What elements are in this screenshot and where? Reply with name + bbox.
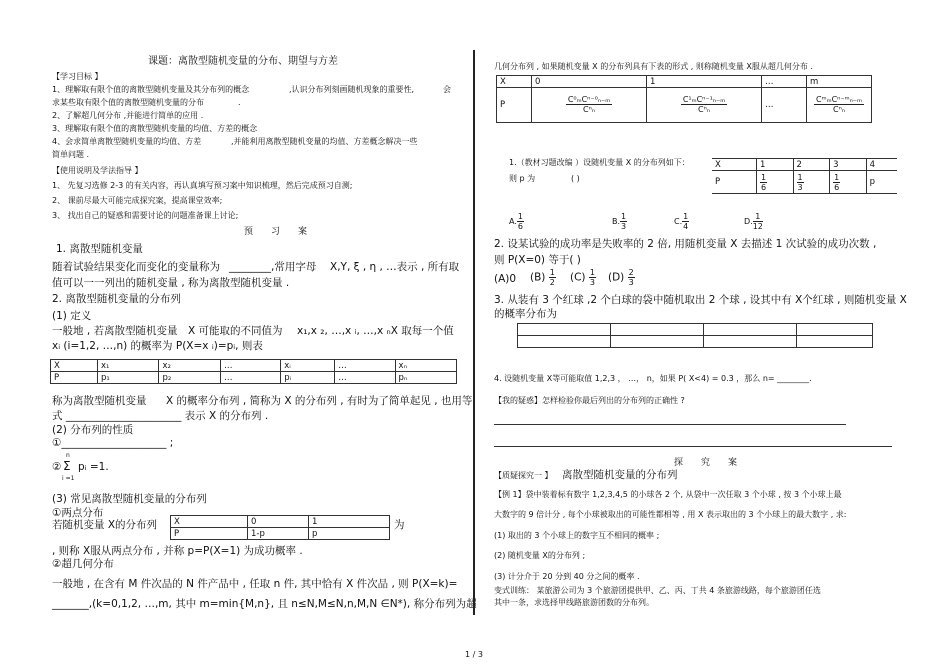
example-1-text-2: 大数字的 9 倍计分 , 每个小球被取出的可能性都相等 , 用 X 表示取出的 3 个小球上的最大数字 , 求:	[494, 510, 847, 519]
sec1-text-2: 值可以一一列出的随机变量 , 称为离散型随机变量 .	[52, 277, 290, 289]
objective-1c: 会	[443, 85, 451, 94]
question-1-p: 则 p 为	[509, 174, 536, 183]
guide-1: 1、 先复习选修 2-3 的有关内容，再认真填写预习案中知识梳理，然后完成预习自测;	[52, 181, 353, 190]
option-label: D.	[744, 217, 753, 226]
table-cell: xᵢ	[281, 360, 335, 372]
table-cell	[757, 171, 794, 194]
question-1: 1.（教材习题改编 ）设随机变量 X 的分布列如下：	[509, 158, 690, 167]
variant-text-2: 其中一条，求选择甲线路旅游团数的分布列。	[494, 598, 654, 607]
two-point-wei: 为	[394, 519, 405, 531]
combo-numerator: C⁰ₘCⁿ⁻⁰ₙ₋ₘ	[567, 95, 611, 104]
q1-table	[712, 158, 897, 194]
frac-den: 2	[549, 278, 555, 287]
combo-denominator: Cⁿₙ	[698, 105, 710, 114]
q3-answer-table[interactable]	[517, 323, 873, 348]
property-2-text: pᵢ =1.	[78, 461, 109, 473]
table-cell: X	[497, 76, 532, 88]
table-row	[497, 88, 872, 123]
table-cell: pᵢ	[281, 372, 335, 384]
frac-den: 12	[752, 222, 763, 231]
q2-option-a[interactable]: (A)0	[494, 273, 517, 285]
table-cell: P	[171, 528, 248, 540]
definition-text-b: X 可能取的不同值为	[188, 325, 283, 337]
two-point-heading: ①两点分布	[52, 507, 104, 519]
property-1: ①____________________ ;	[52, 437, 174, 449]
question-4: 4. 设随机变量 X等可能取值 1,2,3 ， …， n，如果 P( X<4) = 0.3 ，那么 n= ________.	[494, 374, 812, 383]
table-cell: xₙ	[395, 360, 456, 372]
guide-heading: 【使用说明及学法指导 】	[52, 166, 143, 175]
frac-den: 3	[589, 278, 595, 287]
example-1-q3: (3) 计分介于 20 分到 40 分之间的概率 .	[494, 572, 640, 581]
q2-option-b[interactable]	[530, 268, 556, 287]
objective-1b: ,认识分布列刻画随机现象的重要性,	[289, 85, 415, 94]
guide-3: 3、 找出自己的疑惑和需要讨论的问题准备课上讨论;	[52, 211, 239, 220]
section-2-heading: 2. 离散型随机变量的分布列	[52, 293, 181, 305]
table-cell: p	[866, 171, 897, 194]
section-1-heading: 1. 离散型随机变量	[56, 243, 143, 255]
table-cell: X	[51, 360, 98, 372]
table-cell	[793, 171, 830, 194]
frac-num: 2	[628, 268, 634, 277]
table-cell: 3	[830, 159, 867, 171]
frac-num: 1	[797, 172, 803, 182]
frac-den: 3	[621, 222, 627, 231]
combo-denominator: Cⁿₙ	[583, 105, 595, 114]
frac-num: 1	[517, 212, 523, 221]
table-row	[712, 159, 897, 171]
frac-den: 3	[628, 278, 634, 287]
table-cell: x₁	[98, 360, 159, 372]
table-cell: 1	[647, 76, 762, 88]
question-3: 3. 从装有 3 个红球 ,2 个白球的袋中随机取出 2 个球 , 设其中有 X个红球 , 则随机变量 X	[494, 294, 907, 306]
q1-option-b[interactable]	[612, 212, 627, 231]
table-cell: p	[309, 528, 390, 540]
table-cell: …	[220, 360, 280, 372]
table-cell: 1-p	[248, 528, 309, 540]
guide-2: 2、 课前尽最大可能完成探究案，提高课堂效率;	[52, 196, 223, 205]
table-cell: 0	[532, 76, 647, 88]
definition-text-a: 一般地 , 若离散型随机变量	[52, 325, 178, 337]
objective-1d: 求某些取有限个值的离散型随机变量的分布	[52, 98, 204, 107]
objective-4c: 简单问题 .	[52, 150, 90, 159]
table-cell: …	[762, 76, 807, 88]
combo-numerator: C¹ₘCⁿ⁻¹ₙ₋ₘ	[682, 95, 726, 104]
page-number: 1 / 3	[465, 650, 483, 659]
sec1-text-c: X,Y, ξ , η , …表示 , 所有取	[330, 261, 460, 273]
option-label: B.	[612, 217, 621, 226]
table-cell: pₙ	[395, 372, 456, 384]
table-cell	[830, 171, 867, 194]
q2-option-d[interactable]	[608, 268, 635, 287]
after-table-text-c: 式 ______________________ 表示 X 的分布列 .	[52, 410, 269, 422]
example-1-text-1: 【例 1】袋中装着标有数字 1,2,3,4,5 的小球各 2 个, 从袋中一次任取 3 个小球 , 按 3 个小球上最	[494, 490, 842, 499]
table-cell: 1	[757, 159, 794, 171]
hypergeometric-table	[496, 75, 872, 123]
combo-denominator: Cⁿₙ	[833, 105, 845, 114]
table-cell	[532, 88, 647, 123]
objective-4b: ,并能利用离散型随机变量的均值、方差概念解决一些	[231, 137, 418, 146]
table-cell: p₂	[159, 372, 220, 384]
definition-heading: (1) 定义	[52, 310, 92, 322]
hypergeometric-heading: ②超几何分布	[52, 558, 114, 570]
two-point-after: , 则称 X服从两点分布 , 并称 p=P(X=1) 为成功概率 .	[52, 545, 303, 557]
answer-line[interactable]	[494, 446, 892, 447]
hyper-continuation: 几何分布列 , 如果随机变量 X 的分布列具有下表的形式 , 则称随机变量 X服从超几何分布 .	[494, 62, 813, 71]
q2-option-c[interactable]	[570, 268, 596, 287]
frac-den: 4	[683, 222, 689, 231]
option-label: (C)	[570, 271, 586, 284]
frac-den: 6	[761, 182, 767, 192]
table-cell: X	[712, 159, 757, 171]
after-table-text-b: X 的概率分布列 , 简称为 X 的分布列 , 有时为了简单起见 , 也用等	[166, 395, 473, 407]
table-cell: …	[762, 88, 807, 123]
question-3b: 的概率分布为	[494, 308, 557, 320]
question-2: 2. 设某试验的成功率是失败率的 2 倍, 用随机变量 X 去描述 1 次试验的成功次数 ,	[494, 238, 877, 250]
frac-num: 1	[621, 212, 627, 221]
table-cell: P	[712, 171, 757, 194]
common-dist-heading: (3) 常见离散型随机变量的分布列	[52, 493, 207, 505]
after-table-text-a: 称为离散型随机变量	[52, 395, 147, 407]
table-cell: P	[497, 88, 532, 123]
frac-den: 6	[834, 182, 840, 192]
table-row	[51, 372, 457, 384]
table-cell: 0	[248, 516, 309, 528]
column-divider	[473, 50, 475, 615]
sec1-text-a: 随着试验结果变化而变化的变量称为	[52, 261, 220, 273]
doubt-prompt: 【我的疑惑】怎样检验你最后列出的分布列的正确性 ?	[494, 396, 685, 405]
explore-1-heading: 【质疑探究一 】	[494, 471, 553, 480]
definition-text-2: xᵢ (i=1,2, …,n) 的概率为 P(X=x ᵢ)=pᵢ, 则表	[52, 340, 263, 352]
option-label: A.	[509, 217, 517, 226]
table-cell: X	[171, 516, 248, 528]
frac-num: 1	[834, 172, 840, 182]
table-cell: p₁	[98, 372, 159, 384]
table-cell: m	[807, 76, 872, 88]
hypergeometric-text-2: _______,(k=0,1,2, …,m, 其中 m=min{M,n}, 且 n≤N,M≤N,n,M,N ∈N*), 称分布列为超	[52, 598, 477, 610]
example-1-q2: (2) 随机变量 X的分布列 ;	[494, 551, 586, 560]
objective-4a: 4、会求简单离散型随机变量的均值、方差	[52, 137, 202, 146]
objective-1a: 1、理解取有限个值的离散型随机变量及其分布列的概念	[52, 85, 250, 94]
two-point-table	[170, 515, 390, 540]
table-cell	[807, 88, 872, 123]
frac-num: 1	[549, 268, 555, 277]
sec1-text-b: ________,常用字母	[229, 261, 317, 273]
option-label: C.	[674, 217, 683, 226]
variant-text-1: 变式训练： 某旅游公司为 3 个旅游团提供甲、乙、丙、丁共 4 条旅游线路，每个旅游团任选	[494, 586, 821, 595]
table-row	[712, 171, 897, 194]
sum-sign: Σ	[63, 459, 71, 473]
objective-2: 2、了解超几何分布 ,并能进行简单的应用 .	[52, 111, 204, 120]
table-row	[171, 516, 390, 528]
hypergeometric-text-1: 一般地 , 在含有 M 件次品的 N 件产品中 , 任取 n 件, 其中恰有 X 件次品 , 则 P(X=k)=	[52, 578, 458, 590]
q1-option-d[interactable]	[744, 212, 763, 231]
explore-title: 探 究 案	[674, 458, 738, 468]
table-cell: P	[51, 372, 98, 384]
option-label: (D)	[608, 271, 625, 284]
answer-line[interactable]	[494, 424, 846, 425]
question-1-paren: ( )	[571, 174, 580, 183]
frac-num: 1	[683, 212, 689, 221]
table-cell: 2	[793, 159, 830, 171]
property-2-prefix: ②	[52, 461, 62, 473]
distribution-table	[50, 359, 457, 384]
page-title: 课题：离散型随机变量的分布、期望与方差	[148, 56, 338, 67]
example-1-q1: (1) 取出的 3 个小球上的数字互不相同的概率 ;	[494, 531, 660, 540]
q1-option-c[interactable]	[674, 212, 689, 231]
frac-num: 1	[753, 212, 763, 222]
frac-num: 1	[589, 268, 595, 277]
table-cell: …	[220, 372, 280, 384]
table-row	[518, 336, 873, 348]
question-2b: 则 P(X=0) 等于( )	[494, 254, 581, 266]
objective-1e: .	[238, 98, 241, 107]
objectives-heading: 【学习目标 】	[52, 72, 103, 81]
table-row	[171, 528, 390, 540]
table-row	[497, 76, 872, 88]
two-point-text: 若随机变量 X的分布列	[52, 519, 158, 531]
option-label: (B)	[530, 271, 546, 284]
q1-option-a[interactable]	[509, 212, 524, 231]
table-cell: …	[335, 372, 395, 384]
preview-title: 预 习 案	[244, 227, 308, 237]
frac-den: 6	[517, 222, 523, 231]
table-cell: 4	[866, 159, 897, 171]
sum-upper-limit: n	[66, 452, 70, 459]
explore-1-title: 离散型随机变量的分布列	[562, 469, 678, 481]
table-row	[51, 360, 457, 372]
table-cell	[647, 88, 762, 123]
frac-num: 1	[761, 172, 767, 182]
combo-numerator: CᵐₘCⁿ⁻ᵐₙ₋ₘ	[816, 95, 862, 104]
properties-heading: (2) 分布列的性质	[52, 424, 134, 436]
table-cell: …	[335, 360, 395, 372]
objective-3: 3、理解取有限个值的离散型随机变量的均值、方差的概念	[52, 124, 258, 133]
definition-text-c: x₁,x ₂, …,x ᵢ, …,x ₙX 取每一个值	[297, 325, 454, 337]
table-row	[518, 324, 873, 336]
table-cell: 1	[309, 516, 390, 528]
sum-lower-limit: i =1	[62, 475, 75, 482]
frac-den: 3	[797, 182, 803, 192]
table-cell: x₂	[159, 360, 220, 372]
